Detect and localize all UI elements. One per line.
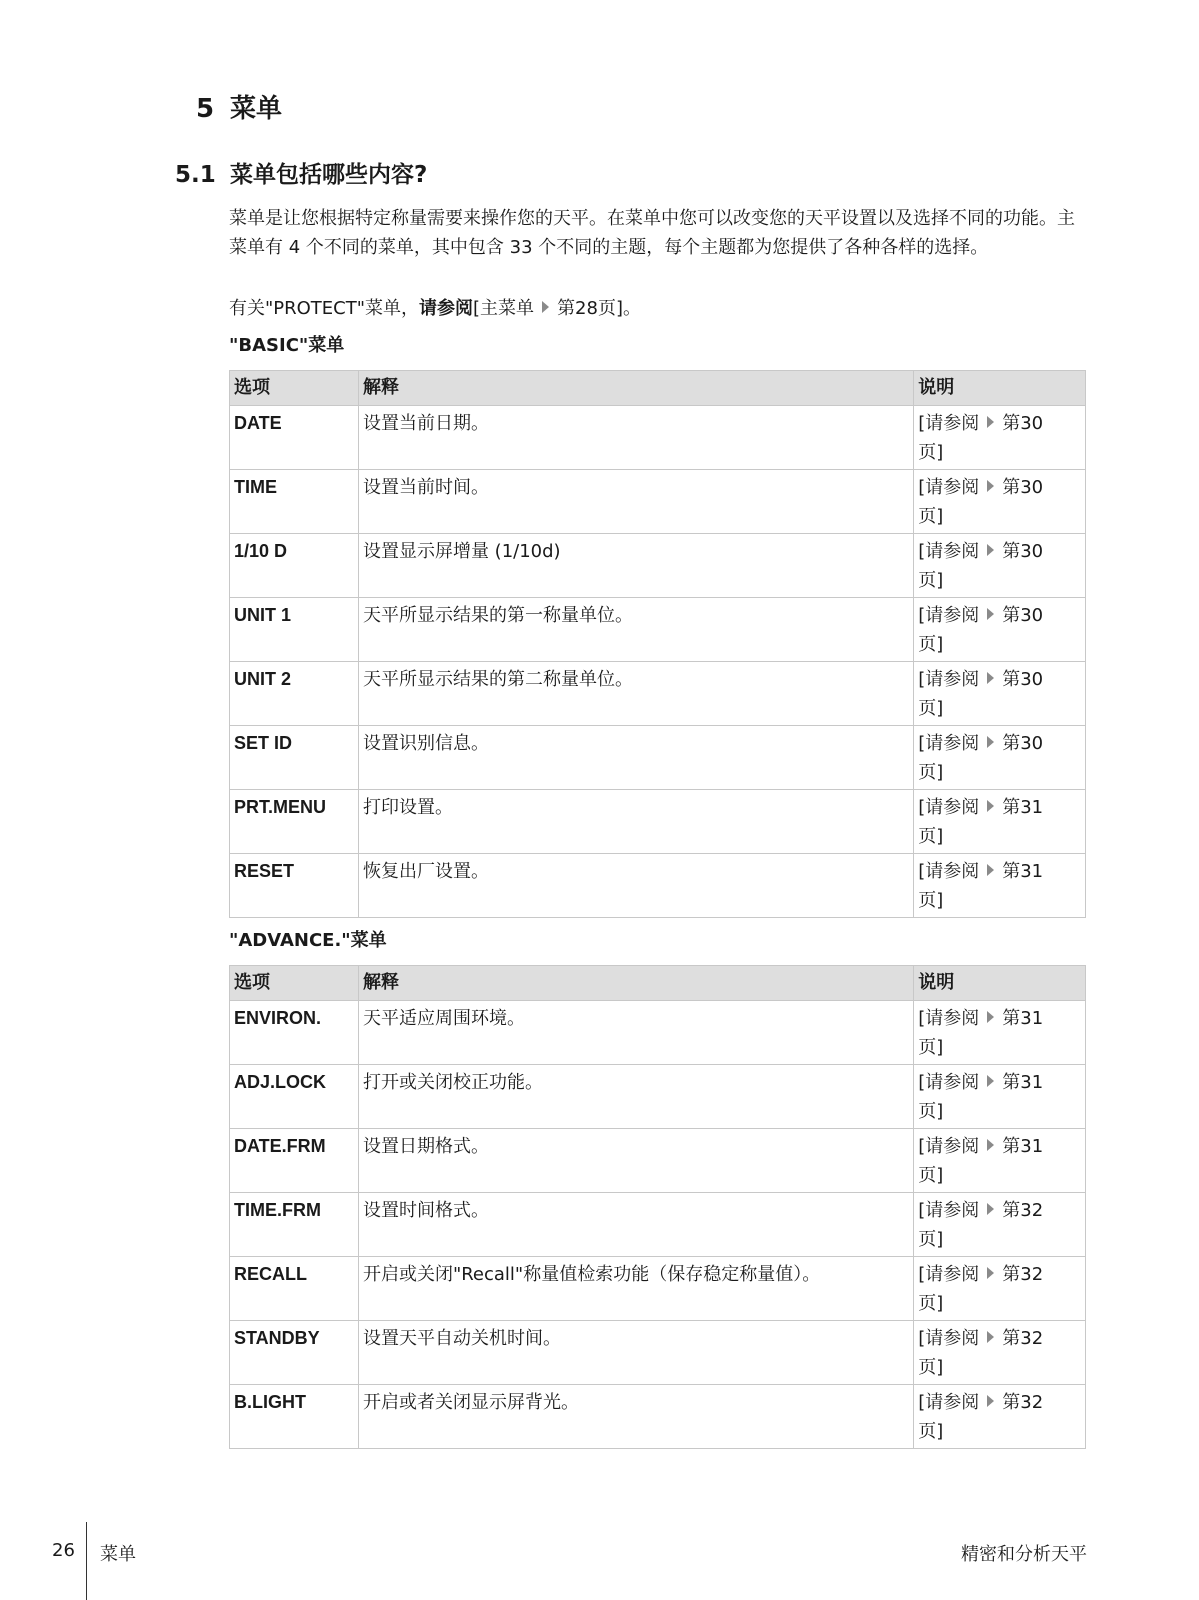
arrow-right-icon (987, 480, 994, 492)
reference-cell (914, 726, 1086, 790)
reference-cell (914, 1129, 1086, 1193)
option-cell: RECALL (230, 1257, 359, 1321)
arrow-right-icon (987, 864, 994, 876)
page-ref-end[interactable]: 页] (918, 1357, 944, 1378)
page-ref-end[interactable]: 页] (918, 762, 944, 783)
page-link[interactable]: 第28页] (557, 298, 623, 319)
option-cell: UNIT 1 (230, 598, 359, 662)
page-ref-end[interactable]: 页] (918, 506, 944, 527)
intro-text: 菜单是让您根据特定称量需要来操作您的天平。在菜单中您可以改变您的天平设置以及选择不同的功能。主菜单有 4 个不同的菜单，其中包含 33 个不同的主题，每个主题都为您提供了各种各样的选择。 (229, 208, 1075, 258)
see-ref[interactable]: [请参阅 (918, 1072, 980, 1093)
explanation-cell: 开启或关闭"Recall"称量值检索功能（保存稳定称量值）。 (358, 1257, 913, 1321)
header-option: 选项 (230, 966, 359, 1001)
explanation-cell: 设置天平自动关机时间。 (358, 1321, 913, 1385)
option-cell: STANDBY (230, 1321, 359, 1385)
see-ref[interactable]: [请参阅 (918, 605, 980, 626)
page-ref[interactable]: 第32 (1002, 1264, 1044, 1285)
see-ref[interactable]: [请参阅 (918, 861, 980, 882)
chapter-heading (196, 88, 282, 125)
explanation-cell: 天平所显示结果的第二称量单位。 (358, 662, 913, 726)
reference-cell (914, 1321, 1086, 1385)
page-ref-end[interactable]: 页] (918, 1229, 944, 1250)
table-header-row (230, 371, 1086, 406)
see-ref[interactable]: [请参阅 (918, 1392, 980, 1413)
header-explanation: 解释 (358, 371, 913, 406)
intro-paragraph (229, 204, 1089, 262)
page-ref-end[interactable]: 页] (918, 1037, 944, 1058)
explanation-cell: 设置时间格式。 (358, 1193, 913, 1257)
page-ref[interactable]: 第30 (1002, 733, 1044, 754)
see-label: 请参阅 (419, 298, 474, 319)
page-ref[interactable]: 第30 (1002, 477, 1044, 498)
page-ref[interactable]: 第30 (1002, 541, 1044, 562)
advance-menu-caption: "ADVANCE."菜单 (229, 930, 387, 951)
explanation-cell: 设置日期格式。 (358, 1129, 913, 1193)
table-row (230, 598, 1086, 662)
reference-cell (914, 662, 1086, 726)
reference-cell (914, 790, 1086, 854)
advance-menu-table (229, 965, 1086, 1449)
table-row (230, 662, 1086, 726)
see-ref[interactable]: [请参阅 (918, 797, 980, 818)
arrow-right-icon (987, 1203, 994, 1215)
option-cell: DATE.FRM (230, 1129, 359, 1193)
chapter-title: 菜单 (230, 94, 283, 124)
table-row (230, 854, 1086, 918)
page-ref[interactable]: 第32 (1002, 1200, 1044, 1221)
page-ref-end[interactable]: 页] (918, 442, 944, 463)
table-row (230, 1257, 1086, 1321)
option-cell: TIME (230, 470, 359, 534)
see-ref[interactable]: [请参阅 (918, 541, 980, 562)
protect-ref-suffix: 。 (623, 298, 641, 319)
arrow-right-icon (987, 800, 994, 812)
see-ref[interactable]: [请参阅 (918, 1136, 980, 1157)
arrow-right-icon (987, 736, 994, 748)
arrow-right-icon (987, 1011, 994, 1023)
reference-cell (914, 1001, 1086, 1065)
protect-reference (229, 294, 641, 323)
arrow-right-icon (987, 416, 994, 428)
option-cell: RESET (230, 854, 359, 918)
page-ref-end[interactable]: 页] (918, 1293, 944, 1314)
explanation-cell: 打印设置。 (358, 790, 913, 854)
table-row (230, 1321, 1086, 1385)
header-explanation: 解释 (358, 966, 913, 1001)
explanation-cell: 恢复出厂设置。 (358, 854, 913, 918)
arrow-right-icon (987, 1139, 994, 1151)
option-cell: DATE (230, 406, 359, 470)
footer-divider (86, 1522, 87, 1600)
explanation-cell: 设置当前日期。 (358, 406, 913, 470)
reference-cell (914, 854, 1086, 918)
page-ref[interactable]: 第30 (1002, 669, 1044, 690)
explanation-cell: 设置当前时间。 (358, 470, 913, 534)
arrow-right-icon (987, 1267, 994, 1279)
footer-page-number: 26 (52, 1540, 75, 1561)
option-cell: SET ID (230, 726, 359, 790)
see-ref[interactable]: [请参阅 (918, 413, 980, 434)
main-menu-link[interactable]: [主菜单 (473, 298, 535, 319)
reference-cell (914, 598, 1086, 662)
page-ref[interactable]: 第31 (1002, 1136, 1044, 1157)
section-title: 菜单包括哪些内容? (230, 162, 428, 188)
arrow-right-icon (987, 672, 994, 684)
explanation-cell: 设置显示屏增量 (1/10d) (358, 534, 913, 598)
table-row (230, 1193, 1086, 1257)
chapter-number: 5 (196, 94, 215, 124)
page-ref-end[interactable]: 页] (918, 698, 944, 719)
table-row (230, 726, 1086, 790)
section-number: 5.1 (175, 162, 216, 188)
page-ref[interactable]: 第31 (1002, 1072, 1044, 1093)
footer-chapter: 菜单 (100, 1544, 136, 1565)
reference-cell (914, 1065, 1086, 1129)
see-ref[interactable]: [请参阅 (918, 1328, 980, 1349)
basic-menu-caption: "BASIC"菜单 (229, 335, 345, 356)
arrow-right-icon (542, 301, 549, 313)
table-row (230, 1385, 1086, 1449)
arrow-right-icon (987, 1331, 994, 1343)
option-cell: ADJ.LOCK (230, 1065, 359, 1129)
page-ref[interactable]: 第32 (1002, 1328, 1044, 1349)
page-ref[interactable]: 第31 (1002, 797, 1044, 818)
arrow-right-icon (987, 1395, 994, 1407)
page-ref-end[interactable]: 页] (918, 1101, 944, 1122)
header-option: 选项 (230, 371, 359, 406)
page-ref[interactable]: 第30 (1002, 605, 1044, 626)
table-row (230, 790, 1086, 854)
option-cell: ENVIRON. (230, 1001, 359, 1065)
see-ref[interactable]: [请参阅 (918, 477, 980, 498)
page-ref-end[interactable]: 页] (918, 1165, 944, 1186)
reference-cell (914, 1193, 1086, 1257)
option-cell: UNIT 2 (230, 662, 359, 726)
table-row (230, 1129, 1086, 1193)
see-ref[interactable]: [请参阅 (918, 1200, 980, 1221)
page-ref[interactable]: 第31 (1002, 861, 1044, 882)
explanation-cell: 开启或者关闭显示屏背光。 (358, 1385, 913, 1449)
page-ref[interactable]: 第30 (1002, 413, 1044, 434)
see-ref[interactable]: [请参阅 (918, 733, 980, 754)
explanation-cell: 天平适应周围环境。 (358, 1001, 913, 1065)
table-row (230, 534, 1086, 598)
header-note: 说明 (914, 966, 1086, 1001)
reference-cell (914, 406, 1086, 470)
explanation-cell: 打开或关闭校正功能。 (358, 1065, 913, 1129)
explanation-cell: 设置识别信息。 (358, 726, 913, 790)
basic-menu-table (229, 370, 1086, 918)
table-row (230, 406, 1086, 470)
arrow-right-icon (987, 608, 994, 620)
footer-product: 精密和分析天平 (961, 1544, 1087, 1565)
reference-cell (914, 534, 1086, 598)
option-cell: B.LIGHT (230, 1385, 359, 1449)
see-ref[interactable]: [请参阅 (918, 1264, 980, 1285)
table-row (230, 470, 1086, 534)
page-ref[interactable]: 第31 (1002, 1008, 1044, 1029)
page-ref-end[interactable]: 页] (918, 634, 944, 655)
reference-cell (914, 1257, 1086, 1321)
option-cell: TIME.FRM (230, 1193, 359, 1257)
arrow-right-icon (987, 1075, 994, 1087)
table-header-row (230, 966, 1086, 1001)
see-ref[interactable]: [请参阅 (918, 669, 980, 690)
explanation-cell: 天平所显示结果的第一称量单位。 (358, 598, 913, 662)
header-note: 说明 (914, 371, 1086, 406)
arrow-right-icon (987, 544, 994, 556)
page-ref-end[interactable]: 页] (918, 826, 944, 847)
page-ref[interactable]: 第32 (1002, 1392, 1044, 1413)
reference-cell (914, 1385, 1086, 1449)
page-ref-end[interactable]: 页] (918, 1421, 944, 1442)
protect-ref-prefix: 有关"PROTECT"菜单， (229, 298, 420, 319)
section-heading (175, 156, 427, 189)
option-cell: PRT.MENU (230, 790, 359, 854)
reference-cell (914, 470, 1086, 534)
page-ref-end[interactable]: 页] (918, 570, 944, 591)
table-row (230, 1065, 1086, 1129)
table-row (230, 1001, 1086, 1065)
page-ref-end[interactable]: 页] (918, 890, 944, 911)
see-ref[interactable]: [请参阅 (918, 1008, 980, 1029)
option-cell: 1/10 D (230, 534, 359, 598)
